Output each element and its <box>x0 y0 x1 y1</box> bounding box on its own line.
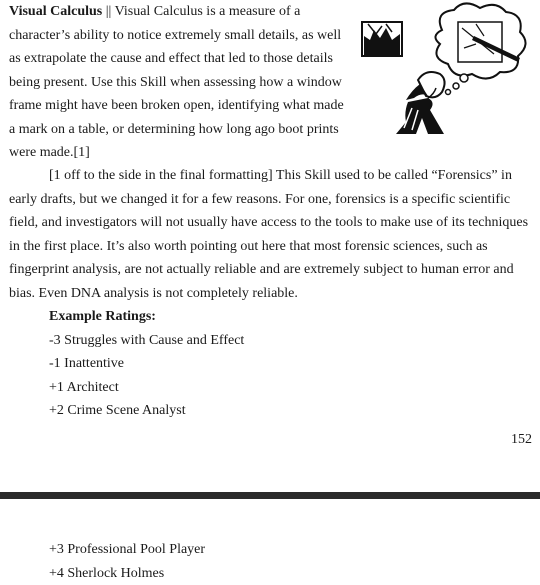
rating-item: -3 Struggles with Cause and Effect <box>49 332 245 348</box>
rating-item: +2 Crime Scene Analyst <box>49 403 186 418</box>
example-ratings <box>49 305 244 423</box>
ratings-list <box>49 329 244 423</box>
rating-item: +1 Architect <box>49 379 119 395</box>
footnote-paragraph <box>9 164 531 305</box>
page-break-divider <box>0 492 540 499</box>
rating-item: +4 Sherlock Holmes <box>49 565 165 581</box>
cloaked-figure-icon <box>396 72 445 134</box>
example-ratings-continued <box>49 538 205 585</box>
rating-item: -1 Inattentive <box>49 356 125 371</box>
thinking-figure-illustration <box>356 0 534 150</box>
footnote-text: [1 off to the side in the final formatting] This Skill used to be called “Forensics” in early drafts, but we changed it for a few reasons. For one, forensics is a specific scientific field, and investigators will not usually have access to the tools to make use of its techniques in the first place. It’s also worth pointing out here that most forensic sciences, such as fingerprint analysis, are not actually reliable and are extremely subject to human error and bias. Even DNA analysis is not completely reliable. <box>9 168 529 301</box>
skill-description: Visual Calculus is a measure of a character’s ability to notice extremely small details, as well as extrapolate the cause and effect that led to those details being present. Use this Skill when assessing how a window frame might have been broken open, identifying what made a mark on a table, or determining how long ago boot prints were made.[1] <box>9 4 344 160</box>
rating-item: +3 Professional Pool Player <box>49 542 206 557</box>
ratings-list-continued <box>49 538 205 585</box>
skill-intro-paragraph <box>9 0 349 165</box>
separator: || <box>102 4 115 19</box>
thought-cloud-icon <box>435 3 525 94</box>
skill-name: Visual Calculus <box>9 4 103 19</box>
ratings-heading: Example Ratings: <box>49 309 156 324</box>
broken-window-icon <box>362 22 402 56</box>
page-number: 152 <box>511 432 532 447</box>
